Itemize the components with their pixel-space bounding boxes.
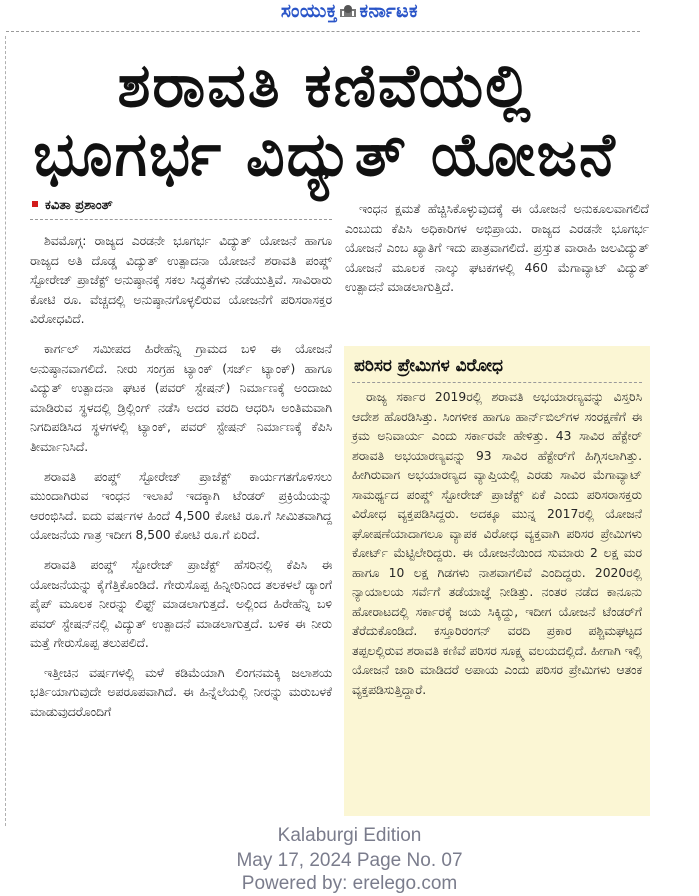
newspaper-emblem-icon bbox=[339, 3, 357, 17]
sidebar-heading: ಪರಿಸರ ಪ್ರೇಮಿಗಳ ವಿರೋಧ bbox=[354, 356, 503, 376]
article-column-1 bbox=[30, 232, 332, 723]
paragraph: ಶರಾವತಿ ಪಂಪ್ಡ್ ಸ್ಟೋರೇಜ್ ಪ್ರಾಜೆಕ್ಟ್ ಕಾರ್ಯಗತಗೊಳಿಸಲು ಮುಂದಾಗಿರುವ ಇಂಧನ ಇಲಾಖೆ ಇದಕ್ಕಾಗಿ ಟೆಂಡರ್ ಪ್ರಕ್ರಿಯೆಯನ್ನು ಆರಂಭಿಸಿದೆ. ಐದು ವರ್ಷಗಳ ಹಿಂದೆ 4,500 ಕೋಟಿ ರೂ.ಗೆ ಸೀಮಿತವಾಗಿದ್ದ ಯೋಜನೆಯ ಗಾತ್ರ ಇದೀಗ 8,500 ಕೋಟಿ ರೂ.ಗೆ ಏರಿದೆ. bbox=[30, 469, 332, 543]
paragraph: ಶಿವಮೊಗ್ಗ: ರಾಜ್ಯದ ಎರಡನೇ ಭೂಗರ್ಭ ವಿದ್ಯುತ್ ಯೋಜನೆ ಹಾಗೂ ರಾಜ್ಯದ ಅತಿ ದೊಡ್ಡ ವಿದ್ಯುತ್ ಉತ್ಪಾದನಾ ಯೋಜನೆ ಶರಾವತಿ ಪಂಪ್ಡ್ ಸ್ಟೋರೇಜ್ ಪ್ರಾಜೆಕ್ಟ್ ಅನುಷ್ಠಾನಕ್ಕೆ ಸಕಲ ಸಿದ್ಧತೆಗಳು ನಡೆಯುತ್ತಿವೆ. ಸಾವಿರಾರು ಕೋಟಿ ರೂ. ವೆಚ್ಚದಲ್ಲಿ ಅನುಷ್ಠಾನಗೊಳ್ಳಲಿರುವ ಯೋಜನೆಗೆ ಪರಿಸರಾಸಕ್ತರ ವಿರೋಧವಿದೆ. bbox=[30, 234, 332, 327]
paragraph: ಇತ್ತೀಚಿನ ವರ್ಷಗಳಲ್ಲಿ ಮಳೆ ಕಡಿಮೆಯಾಗಿ ಲಿಂಗನಮಕ್ಕಿ ಜಲಾಶಯ ಭರ್ತಿಯಾಗುವುದೇ ಅಪರೂಪವಾಗಿದೆ. ಈ ಹಿನ್ನೆಲೆಯಲ್ಲಿ ನೀರನ್ನು ಮರುಬಳಕೆ ಮಾಡುವುದರೊಂದಿಗೆ bbox=[30, 665, 332, 720]
paragraph: ಕಾರ್ಗಲ್ ಸಮೀಪದ ಹಿರೇಹೆನ್ನಿ ಗ್ರಾಮದ ಬಳಿ ಈ ಯೋಜನೆ ಅನುಷ್ಠಾನವಾಗಲಿದೆ. ನೀರು ಸಂಗ್ರಹ ಟ್ಯಾಂಕ್ (ಸರ್ಜ್ ಟ್ಯಾಂಕ್) ಹಾಗೂ ವಿದ್ಯುತ್ ಉತ್ಪಾದನಾ ಘಟಕ (ಪವರ್ ಸ್ಟೇಷನ್) ನಿರ್ಮಾಣಕ್ಕೆ ಅಂದಾಜು ಮಾಡಿರುವ ಸ್ಥಳದಲ್ಲಿ ಡ್ರಿಲ್ಲಿಂಗ್ ನಡೆಸಿ ಅದರ ವರದಿ ಆಧರಿಸಿ ಅಂತಿಮವಾಗಿ ನಿಗದಿಪಡಿಸಿದ ಸ್ಥಳಗಳಲ್ಲಿ ಟ್ಯಾಂಕ್, ಪವರ್ ಸ್ಟೇಷನ್ ನಿರ್ಮಾಣಕ್ಕೆ ಕೆಪಿಸಿ ತೀರ್ಮಾನಿಸಿದೆ. bbox=[30, 341, 332, 454]
headline-line-1: ಶರಾವತಿ ಕಣಿವೆಯಲ್ಲಿ bbox=[117, 51, 533, 121]
sidebar-divider bbox=[352, 382, 642, 383]
footer-edition: Kalaburgi Edition bbox=[277, 825, 422, 846]
headline-line-2: ಭೂಗರ್ಭ ವಿದ್ಯುತ್ ಯೋಜನೆ bbox=[33, 120, 617, 190]
byline-author: ಕವಿತಾ ಪ್ರಶಾಂತ್ bbox=[45, 198, 113, 213]
byline-bullet-icon bbox=[32, 201, 38, 207]
sidebar-box bbox=[344, 346, 650, 816]
masthead bbox=[0, 0, 699, 24]
byline-divider bbox=[30, 219, 332, 220]
paragraph: ಇಂಧನ ಕ್ಷಮತೆ ಹೆಚ್ಚಿಸಿಕೊಳ್ಳುವುದಕ್ಕೆ ಈ ಯೋಜನೆ ಅನುಕೂಲವಾಗಲಿದೆ ಎಂಬುದು ಕೆಪಿಸಿ ಅಧಿಕಾರಿಗಳ ಅಭಿಪ್ರಾಯ. ರಾಜ್ಯದ ಎರಡನೇ ಭೂಗರ್ಭ ಯೋಜನೆ ಎಂಬ ಖ್ಯಾತಿಗೆ ಇದು ಪಾತ್ರವಾಗಲಿದೆ. ಪ್ರಸ್ತುತ ವಾರಾಹಿ ಜಲವಿದ್ಯುತ್ ಯೋಜನೆ ಮೂಲಕ ನಾಲ್ಕು ಘಟಕಗಳಲ್ಲಿ 460 ಮೆಗಾವ್ಯಾಟ್ ವಿದ್ಯುತ್ ಉತ್ಪಾದನೆ ಮಾಡಲಾಗುತ್ತಿದೆ. bbox=[345, 202, 649, 295]
sidebar-body bbox=[352, 388, 642, 700]
footer-date-page: May 17, 2024 Page No. 07 bbox=[236, 850, 463, 871]
footer-powered-by[interactable]: Powered by: erelego.com bbox=[241, 873, 458, 894]
left-divider bbox=[5, 36, 6, 826]
paragraph: ರಾಜ್ಯ ಸರ್ಕಾರ 2019ರಲ್ಲಿ ಶರಾವತಿ ಅಭಯಾರಣ್ಯವನ್ನು ವಿಸ್ತರಿಸಿ ಆದೇಶ ಹೊರಡಿಸಿತ್ತು. ಸಿಂಗಳೀಕ ಹಾಗೂ ಹಾರ್ನ್‌ಬಿಲ್‌ಗಳ ಸಂರಕ್ಷಣೆಗೆ ಈ ಕ್ರಮ ಅನಿವಾರ್ಯ ಎಂದು ಸರ್ಕಾರವೇ ಹೇಳಿತ್ತು. 43 ಸಾವಿರ ಹೆಕ್ಟೇರ್ ಶರಾವತಿ ಅಭಯಾರಣ್ಯವನ್ನು 93 ಸಾವಿರ ಹೆಕ್ಟೇರ್‌ಗೆ ಹಿಗ್ಗಿಸಲಾಗಿತ್ತು. ಹೀಗಿರುವಾಗ ಅಭಯಾರಣ್ಯದ ವ್ಯಾಪ್ತಿಯಲ್ಲಿ ಎರಡು ಸಾವಿರ ಮೆಗಾವ್ಯಾಟ್ ಸಾಮರ್ಥ್ಯದ ಪಂಪ್ಡ್ ಸ್ಟೋರೇಜ್ ಪ್ರಾಜೆಕ್ಟ್ ಏಕೆ ಎಂದು ಪರಿಸರಾಸಕ್ತರು ವಿರೋಧ ವ್ಯಕ್ತಪಡಿಸಿದ್ದರು. ಅದಕ್ಕೂ ಮುನ್ನ 2017ರಲ್ಲಿ ಯೋಜನೆ ಘೋಷಣೆಯಾದಾಗಲೂ ವ್ಯಾಪಕ ವಿರೋಧ ವ್ಯಕ್ತವಾಗಿ ಪರಿಸರ ಪ್ರೇಮಿಗಳು ಕೋರ್ಟ್ ಮೆಟ್ಟಿಲೇರಿದ್ದರು. ಈ ಯೋಜನೆಯಿಂದ ಸುಮಾರು 2 ಲಕ್ಷ ಮರ ಹಾಗೂ 10 ಲಕ್ಷ ಗಿಡಗಳು ನಾಶವಾಗಲಿವೆ ಎಂದಿದ್ದರು. 2020ರಲ್ಲಿ ನ್ಯಾಯಾಲಯ ಸರ್ವೆಗೆ ತಡೆಯಾಜ್ಞೆ ನೀಡಿತ್ತು. ನಂತರ ನಡೆದ ಕಾನೂನು ಹೋರಾಟದಲ್ಲಿ ಸರ್ಕಾರಕ್ಕೆ ಜಯ ಸಿಕ್ಕಿದ್ದು, ಇದೀಗ ಯೋಜನೆ ಟೆಂಡರ್‌ಗೆ ತೆರೆದುಕೊಂಡಿದೆ. ಕಸ್ತೂರಿರಂಗನ್ ವರದಿ ಪ್ರಕಾರ ಪಶ್ಚಿಮಘಟ್ಟದ ತಪ್ಪಲಲ್ಲಿರುವ ಶರಾವತಿ ಕಣಿವೆ ಪರಿಸರ ಸೂಕ್ಷ್ಮ ವಲಯದಲ್ಲಿದೆ. ಹೀಗಾಗಿ ಇಲ್ಲಿ ಯೋಜನೆ ಜಾರಿ ಮಾಡಿದರೆ ಅಪಾಯ ಎಂದು ಪರಿಸರ ಪ್ರೇಮಿಗಳು ಆತಂಕ ವ್ಯಕ್ತಪಡಿಸುತ್ತಿದ್ದಾರೆ. bbox=[352, 390, 642, 697]
paragraph: ಶರಾವತಿ ಪಂಪ್ಡ್ ಸ್ಟೋರೇಜ್ ಪ್ರಾಜೆಕ್ಟ್ ಹೆಸರಿನಲ್ಲಿ ಕೆಪಿಸಿ ಈ ಯೋಜನೆಯನ್ನು ಕೈಗೆತ್ತಿಕೊಂಡಿದೆ. ಗೇರುಸೊಪ್ಪ ಹಿನ್ನೀರಿನಿಂದ ತಲಕಳಲೆ ಡ್ಯಾಂಗೆ ಪೈಪ್ ಮೂಲಕ ನೀರನ್ನು ಲಿಫ್ಟ್ ಮಾಡಲಾಗುತ್ತದೆ. ಅಲ್ಲಿಂದ ಹಿರೇಹೆನ್ನಿ ಬಳಿ ಪವರ್ ಸ್ಟೇಷನ್‌ನಲ್ಲಿ ವಿದ್ಯುತ್ ಉತ್ಪಾದನೆ ಮಾಡಲಾಗುತ್ತದೆ. ಬಳಿಕ ಈ ನೀರು ಮತ್ತೆ ಗೇರುಸೊಪ್ಪ ತಲುಪಲಿದೆ. bbox=[30, 557, 332, 651]
masthead-name-left: ಸಂಯುಕ್ತ bbox=[280, 0, 338, 22]
article-column-2 bbox=[345, 200, 649, 298]
masthead-name-right: ಕರ್ನಾಟಕ bbox=[359, 0, 419, 22]
byline bbox=[32, 198, 332, 218]
top-divider bbox=[6, 31, 640, 32]
